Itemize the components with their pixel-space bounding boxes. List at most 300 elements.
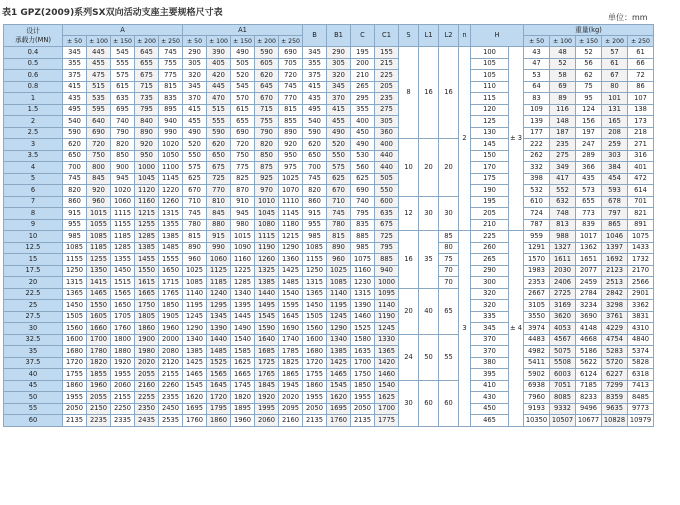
A1-cell: 405: [207, 58, 231, 70]
B-cell: 1155: [303, 254, 327, 266]
A-cell: 1650: [159, 265, 183, 277]
A1-cell: 1180: [279, 219, 303, 231]
C-cell: 2050: [351, 403, 375, 415]
B-cell: 1505: [303, 311, 327, 323]
A-cell: 1960: [159, 323, 183, 335]
A1-cell: 1190: [255, 242, 279, 254]
A1-cell: 1340: [231, 288, 255, 300]
A-cell: 2435: [135, 415, 159, 427]
weight-cell: 678: [602, 196, 628, 208]
B1-cell: 345: [327, 81, 351, 93]
weight-cell: 2784: [576, 288, 602, 300]
C-cell: 690: [351, 185, 375, 197]
A1-cell: 975: [279, 162, 303, 174]
table-row: [4, 70, 654, 82]
weight-cell: 208: [602, 127, 628, 139]
A1-cell: 1115: [255, 231, 279, 243]
A1-cell: 1640: [255, 334, 279, 346]
A1-cell: 1525: [207, 357, 231, 369]
weight-cell: 5828: [628, 357, 654, 369]
A1-cell: 545: [231, 81, 255, 93]
A-cell: 820: [63, 185, 87, 197]
A1-cell: 1225: [231, 265, 255, 277]
A1-cell: 845: [207, 208, 231, 220]
C-cell: 295: [351, 93, 375, 105]
weight-cell: 865: [602, 219, 628, 231]
A1-cell: 1865: [279, 369, 303, 381]
A-cell: 850: [111, 150, 135, 162]
A-cell: 700: [63, 162, 87, 174]
C-cell: 835: [351, 219, 375, 231]
weight-cell: 6318: [628, 369, 654, 381]
C-cell: 1955: [351, 392, 375, 404]
B1-cell: 1195: [327, 300, 351, 312]
A1-cell: 1785: [279, 346, 303, 358]
A1-cell: 1745: [231, 380, 255, 392]
weight-cell: 417: [550, 173, 576, 185]
A-cell: 1045: [135, 173, 159, 185]
C-cell: 530: [351, 150, 375, 162]
C1-cell: 1460: [375, 369, 399, 381]
A-header: A: [63, 25, 183, 36]
H-cell: 105: [471, 58, 509, 70]
A1-cell: 2020: [279, 392, 303, 404]
C1-cell: 235: [375, 93, 399, 105]
weight-cell: 5720: [602, 357, 628, 369]
L2-cell: 80: [439, 242, 459, 254]
A-cell: 1780: [87, 346, 111, 358]
A1-cell: 1110: [279, 196, 303, 208]
capacity-cell: 40: [4, 369, 63, 381]
A-cell: 1760: [111, 323, 135, 335]
A-cell: 645: [135, 47, 159, 59]
A1-cell: 925: [255, 173, 279, 185]
A1-cell: 1960: [231, 415, 255, 427]
A1-cell: 1565: [207, 369, 231, 381]
A-cell: 1185: [87, 242, 111, 254]
A1-cell: 1540: [279, 288, 303, 300]
table-row: [4, 277, 654, 289]
A-cell: 985: [63, 231, 87, 243]
A1-cell: 1440: [255, 288, 279, 300]
L1-header: L1: [419, 25, 439, 47]
A-cell: 2255: [135, 392, 159, 404]
B1-cell: 1425: [327, 357, 351, 369]
A-cell: 1705: [111, 311, 135, 323]
C1-cell: 725: [375, 231, 399, 243]
A1-cell: 645: [255, 81, 279, 93]
C-cell: 1390: [351, 300, 375, 312]
A-cell: 835: [159, 93, 183, 105]
A1-cell: 1685: [255, 346, 279, 358]
weight-cell: 235: [550, 139, 576, 151]
B-cell: 915: [303, 208, 327, 220]
weight-cell: 787: [524, 219, 550, 231]
A-cell: 1660: [87, 323, 111, 335]
weight-cell: 165: [602, 116, 628, 128]
A-cell: 495: [63, 104, 87, 116]
weight-cell: 2030: [550, 265, 576, 277]
weight-cell: 7960: [524, 392, 550, 404]
A1-cell: 1595: [279, 300, 303, 312]
weight-cell: 5622: [576, 357, 602, 369]
weight-cell: 632: [550, 196, 576, 208]
A1-cell: 445: [207, 81, 231, 93]
A1-cell: 1545: [183, 380, 207, 392]
C1-cell: 225: [375, 70, 399, 82]
weight-cell: 218: [628, 127, 654, 139]
weight-cell: 2513: [602, 277, 628, 289]
C1-cell: 205: [375, 81, 399, 93]
B-cell: 540: [303, 116, 327, 128]
A1-cell: 1290: [183, 323, 207, 335]
A1-cell: 780: [183, 219, 207, 231]
weight-cell: 5374: [628, 346, 654, 358]
B-cell: 1680: [303, 346, 327, 358]
A1-cell: 1025: [279, 173, 303, 185]
A-cell: 745: [63, 173, 87, 185]
H-cell: 260: [471, 242, 509, 254]
B-cell: 415: [303, 81, 327, 93]
H-cell: 225: [471, 231, 509, 243]
B-cell: 495: [303, 104, 327, 116]
A-cell: 800: [87, 162, 111, 174]
A1-cell: 1860: [207, 415, 231, 427]
weight-cell: 64: [524, 81, 550, 93]
A-sub-header: ± 50: [63, 36, 87, 47]
weight-cell: 1327: [550, 242, 576, 254]
weight-cell: 57: [602, 47, 628, 59]
L1-cell: 35: [419, 231, 439, 289]
weight-cell: 7185: [576, 380, 602, 392]
C1-cell: 155: [375, 47, 399, 59]
B-header: B: [303, 25, 327, 47]
A1-cell: 1290: [279, 242, 303, 254]
weight-cell: 332: [524, 162, 550, 174]
C1-cell: 1190: [375, 311, 399, 323]
A1-cell: 715: [255, 104, 279, 116]
A-cell: 2080: [159, 346, 183, 358]
weight-cell: 797: [602, 208, 628, 220]
A-cell: 1600: [63, 334, 87, 346]
H-cell: 430: [471, 392, 509, 404]
L1-cell: 40: [419, 288, 439, 334]
H-cell: 195: [471, 196, 509, 208]
C-cell: 265: [351, 81, 375, 93]
A-cell: 2355: [159, 392, 183, 404]
A-cell: 1415: [87, 277, 111, 289]
A1-cell: 1845: [255, 380, 279, 392]
A-cell: 2535: [159, 415, 183, 427]
weight-cell: 1732: [628, 254, 654, 266]
weight-cell: 7413: [628, 380, 654, 392]
L1-cell: 20: [419, 139, 439, 197]
A1-cell: 550: [183, 150, 207, 162]
L2-cell: 75: [439, 254, 459, 266]
A1-cell: 1795: [207, 403, 231, 415]
A-cell: 555: [111, 58, 135, 70]
weight-cell: 593: [602, 185, 628, 197]
A1-cell: 670: [255, 93, 279, 105]
A1-cell: 1215: [279, 231, 303, 243]
H-cell: 395: [471, 369, 509, 381]
A-cell: 845: [87, 173, 111, 185]
H-cell: 410: [471, 380, 509, 392]
A1-cell: 1820: [231, 392, 255, 404]
A-cell: 1720: [63, 357, 87, 369]
table-row: [4, 116, 654, 128]
A-cell: 1805: [135, 311, 159, 323]
A1-sub-header: ± 200: [255, 36, 279, 47]
weight-cell: 5186: [576, 346, 602, 358]
A1-cell: 620: [207, 139, 231, 151]
S-cell: 20: [399, 288, 419, 334]
A1-cell: 1590: [255, 323, 279, 335]
capacity-cell: 5: [4, 173, 63, 185]
capacity-cell: 25: [4, 300, 63, 312]
table-row: [4, 139, 654, 151]
A-cell: 920: [87, 185, 111, 197]
capacity-cell: 22.5: [4, 288, 63, 300]
A-sub-header: ± 200: [135, 36, 159, 47]
C1-header: C1: [375, 25, 399, 47]
A1-cell: 1395: [231, 300, 255, 312]
A-cell: 2150: [87, 403, 111, 415]
A-cell: 1565: [111, 288, 135, 300]
A-cell: 2020: [135, 357, 159, 369]
B1-cell: 1760: [327, 415, 351, 427]
C1-cell: 1540: [375, 380, 399, 392]
capacity-cell: 35: [4, 346, 63, 358]
unit-label: 单位：mm: [608, 13, 648, 22]
C-cell: 1315: [351, 288, 375, 300]
C1-cell: 360: [375, 127, 399, 139]
A1-cell: 520: [183, 139, 207, 151]
A-cell: 1160: [135, 196, 159, 208]
A1-cell: 650: [207, 150, 231, 162]
A-cell: 2055: [135, 369, 159, 381]
B1-cell: 455: [327, 116, 351, 128]
A-cell: 775: [159, 70, 183, 82]
weight-cell: 52: [550, 58, 576, 70]
B1-cell: 575: [327, 162, 351, 174]
weight-cell: 2566: [628, 277, 654, 289]
A1-cell: 655: [231, 116, 255, 128]
B-cell: 375: [303, 70, 327, 82]
table-row: [4, 265, 654, 277]
A-cell: 435: [63, 93, 87, 105]
weight-cell: 773: [576, 208, 602, 220]
weight-cell: 398: [524, 173, 550, 185]
L1-cell: 60: [419, 380, 439, 426]
B-cell: 1085: [303, 242, 327, 254]
table-row: [4, 47, 654, 59]
H-cell: 465: [471, 415, 509, 427]
weight-cell: 813: [550, 219, 576, 231]
weight-cell: 6003: [550, 369, 576, 381]
A-cell: 2155: [159, 369, 183, 381]
weight-cell: 4668: [576, 334, 602, 346]
weight-cell: 532: [524, 185, 550, 197]
weight-cell: 401: [628, 162, 654, 174]
table-row: [4, 185, 654, 197]
weight-cell: 4148: [576, 323, 602, 335]
weight-cell: 3234: [576, 300, 602, 312]
weight-cell: 4982: [524, 346, 550, 358]
weight-cell: 573: [576, 185, 602, 197]
weight-cell: 366: [576, 162, 602, 174]
C1-cell: 1420: [375, 357, 399, 369]
weight-cell: 48: [550, 47, 576, 59]
C-cell: 400: [351, 116, 375, 128]
A1-cell: 710: [183, 196, 207, 208]
weight-cell: 148: [550, 116, 576, 128]
A-cell: 1960: [87, 380, 111, 392]
weight-cell: 2123: [602, 265, 628, 277]
weight-cell: 959: [524, 231, 550, 243]
weight-cell: 262: [524, 150, 550, 162]
C-cell: 1635: [351, 346, 375, 358]
weight-cell: 821: [628, 208, 654, 220]
table-row: [4, 162, 654, 174]
table-row: [4, 403, 654, 415]
C-cell: 1750: [351, 369, 375, 381]
A-cell: 1250: [63, 265, 87, 277]
weight-header: 重量(kg): [524, 25, 654, 36]
B1-cell: 1620: [327, 392, 351, 404]
A1-cell: 1260: [255, 254, 279, 266]
S-cell: 10: [399, 139, 419, 197]
B1-cell: 490: [327, 127, 351, 139]
C1-cell: 635: [375, 208, 399, 220]
S-cell: 16: [399, 231, 419, 289]
A1-cell: 1645: [207, 380, 231, 392]
A1-cell: 1240: [207, 288, 231, 300]
C-cell: 740: [351, 196, 375, 208]
capacity-header: [4, 25, 63, 47]
A1-cell: 490: [231, 47, 255, 59]
capacity-cell: 60: [4, 415, 63, 427]
C-cell: 1230: [351, 277, 375, 289]
A1-cell: 745: [279, 81, 303, 93]
table-row: [4, 346, 654, 358]
weight-cell: 86: [628, 81, 654, 93]
C1-cell: 1095: [375, 288, 399, 300]
A1-cell: 980: [231, 219, 255, 231]
table-row: [4, 104, 654, 116]
capacity-cell: 3: [4, 139, 63, 151]
table-row: [4, 173, 654, 185]
weight-cell: 552: [550, 185, 576, 197]
H-cell: 175: [471, 173, 509, 185]
A1-cell: 960: [183, 254, 207, 266]
capacity-header-line2: 承载力(MN): [14, 35, 52, 44]
A1-cell: 1390: [207, 323, 231, 335]
A1-cell: 820: [255, 139, 279, 151]
weight-cell: 2170: [628, 265, 654, 277]
A1-cell: 775: [231, 162, 255, 174]
A-cell: 950: [135, 150, 159, 162]
weight-cell: 384: [602, 162, 628, 174]
H-cell: 320: [471, 288, 509, 300]
weight-cell: 8485: [628, 392, 654, 404]
A1-cell: 605: [255, 58, 279, 70]
capacity-cell: 2.5: [4, 127, 63, 139]
capacity-cell: 0.8: [4, 81, 63, 93]
A-cell: 1755: [63, 369, 87, 381]
A-cell: 1085: [87, 231, 111, 243]
H-cell: 370: [471, 346, 509, 358]
capacity-cell: 20: [4, 277, 63, 289]
weight-cell: 4567: [550, 334, 576, 346]
A1-cell: 815: [279, 104, 303, 116]
A-cell: 945: [111, 173, 135, 185]
A-cell: 615: [111, 81, 135, 93]
weight-cell: 1046: [602, 231, 628, 243]
table-row: [4, 93, 654, 105]
A1-cell: 420: [207, 70, 231, 82]
weight-cell: 4053: [550, 323, 576, 335]
B-cell: 620: [303, 139, 327, 151]
B-cell: 985: [303, 231, 327, 243]
B-cell: 860: [303, 196, 327, 208]
weight-cell: 7299: [602, 380, 628, 392]
A-cell: 1020: [111, 185, 135, 197]
B1-cell: 1695: [327, 403, 351, 415]
A-cell: 1155: [63, 254, 87, 266]
A-cell: 1665: [135, 288, 159, 300]
A-cell: 890: [135, 127, 159, 139]
S-cell: 8: [399, 47, 419, 139]
B1-cell: 305: [327, 58, 351, 70]
A-cell: 355: [63, 58, 87, 70]
A-cell: 535: [87, 93, 111, 105]
H-cell: 120: [471, 104, 509, 116]
weight-cell: 89: [550, 93, 576, 105]
A-sub-header: ± 250: [159, 36, 183, 47]
A1-cell: 1765: [255, 369, 279, 381]
H-cell: 125: [471, 116, 509, 128]
B-cell: 1560: [303, 323, 327, 335]
weight-cell: 454: [602, 173, 628, 185]
C1-cell: 1140: [375, 300, 399, 312]
B-cell: 700: [303, 162, 327, 174]
weight-cell: 5411: [524, 357, 550, 369]
A1-cell: 705: [279, 58, 303, 70]
C-cell: 490: [351, 139, 375, 151]
A1-sub-header: ± 50: [183, 36, 207, 47]
C1-cell: 1700: [375, 403, 399, 415]
A-cell: 1285: [111, 242, 135, 254]
B1-cell: 290: [327, 47, 351, 59]
A-cell: 1700: [87, 334, 111, 346]
weight-cell: 8359: [602, 392, 628, 404]
B1-cell: 1290: [327, 323, 351, 335]
A-cell: 820: [111, 139, 135, 151]
A-cell: 990: [159, 127, 183, 139]
A-cell: 675: [135, 70, 159, 82]
A1-cell: 1245: [183, 311, 207, 323]
C-cell: 195: [351, 47, 375, 59]
C1-cell: 275: [375, 104, 399, 116]
B1-cell: 1085: [327, 277, 351, 289]
weight-cell: 3298: [602, 300, 628, 312]
B1-cell: 710: [327, 196, 351, 208]
A-cell: 1060: [111, 196, 135, 208]
A-cell: 1820: [87, 357, 111, 369]
A-cell: 1115: [111, 208, 135, 220]
weight-cell: 1692: [602, 254, 628, 266]
